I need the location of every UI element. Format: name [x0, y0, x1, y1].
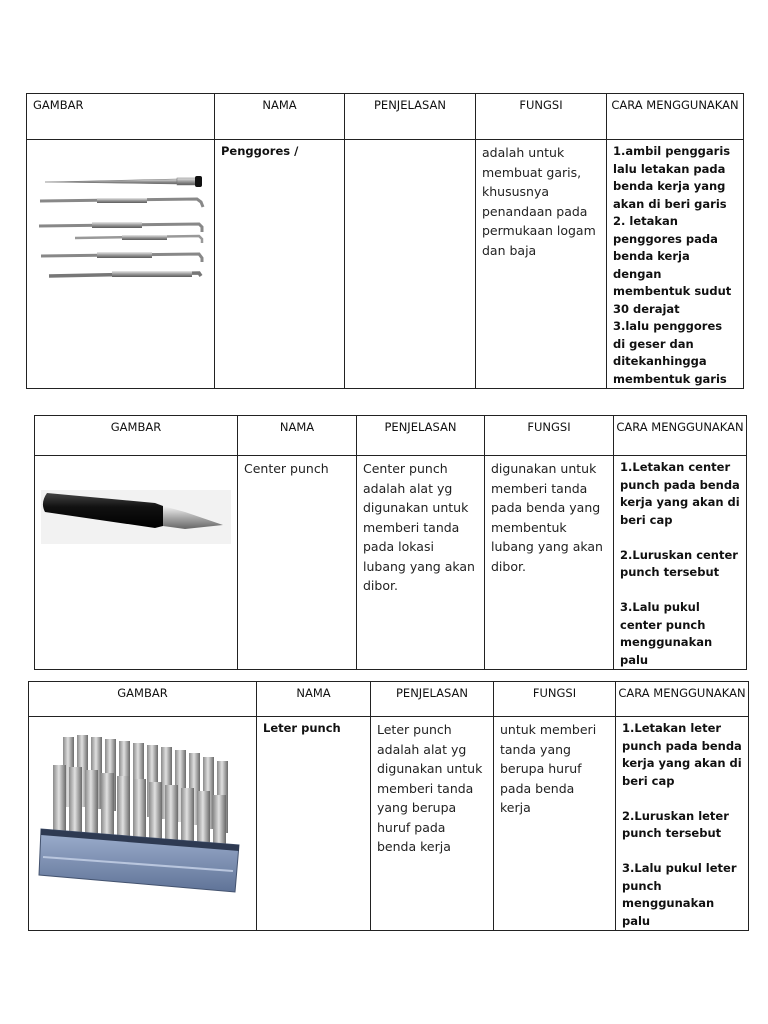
step-3: 3.Lalu pukul leter punch menggunakan palu — [622, 861, 737, 928]
nama-cell: Leter punch — [257, 717, 371, 931]
header-nama: NAMA — [215, 94, 345, 140]
penjelasan-cell — [345, 140, 476, 389]
fungsi-cell: untuk memberi tanda yang berupa huruf pada benda kerja — [494, 717, 616, 931]
header-cara-menggunakan: CARA MENGGUNAKAN — [616, 682, 749, 717]
step-2: 2.Luruskan center punch tersebut — [620, 547, 738, 579]
header-nama: NAMA — [238, 416, 357, 456]
header-gambar: GAMBAR — [35, 416, 238, 456]
image-cell — [29, 717, 257, 931]
scriber-set-icon — [27, 140, 214, 348]
step-1: 1.ambil penggaris lalu letakan pada benda kerja yang akan di beri garis — [613, 144, 731, 211]
step-2: 2. letakan penggores pada benda kerja dengan membentuk sudut 30 derajat — [613, 214, 732, 316]
step-3: 3.Lalu pukul center punch menggunakan palu — [620, 600, 713, 667]
step-1: 1.Letakan center punch pada benda kerja yang akan di beri cap — [620, 460, 740, 527]
header-gambar: GAMBAR — [27, 94, 215, 140]
step-3: 3.lalu penggores di geser dan ditekanhingga membentuk garis — [613, 319, 727, 386]
image-cell — [35, 456, 238, 670]
header-fungsi: FUNGSI — [476, 94, 607, 140]
cara-menggunakan-cell — [616, 717, 749, 931]
tool-table-1 — [26, 93, 744, 389]
header-penjelasan: PENJELASAN — [357, 416, 485, 456]
nama-cell: Center punch — [238, 456, 357, 670]
image-cell — [27, 140, 215, 389]
header-nama: NAMA — [257, 682, 371, 717]
step-2: 2.Luruskan leter punch tersebut — [622, 808, 729, 840]
cara-menggunakan-cell — [614, 456, 747, 670]
penjelasan-cell: Leter punch adalah alat yg digunakan untuk memberi tanda yang berupa huruf pada benda kerja — [371, 717, 494, 931]
cara-menggunakan-cell — [607, 140, 744, 389]
header-gambar: GAMBAR — [29, 682, 257, 717]
header-fungsi: FUNGSI — [485, 416, 614, 456]
tool-table-2 — [34, 415, 747, 670]
tool-table-3 — [28, 681, 749, 931]
nama-cell: Penggores / — [215, 140, 345, 389]
center-punch-icon — [35, 456, 237, 647]
fungsi-cell: adalah untuk membuat garis, khususnya penandaan pada permukaan logam dan baja — [476, 140, 607, 389]
fungsi-cell: digunakan untuk memberi tanda pada benda yang membentuk lubang yang akan dibor. — [485, 456, 614, 670]
penjelasan-cell: Center punch adalah alat yg digunakan untuk memberi tanda pada lokasi lubang yang akan dibor. — [357, 456, 485, 670]
header-fungsi: FUNGSI — [494, 682, 616, 717]
header-cara-menggunakan: CARA MENGGUNAKAN — [614, 416, 747, 456]
header-penjelasan: PENJELASAN — [345, 94, 476, 140]
step-1: 1.Letakan leter punch pada benda kerja yang akan di beri cap — [622, 721, 742, 788]
letter-punch-set-icon — [29, 717, 256, 915]
header-penjelasan: PENJELASAN — [371, 682, 494, 717]
header-cara-menggunakan: CARA MENGGUNAKAN — [607, 94, 744, 140]
